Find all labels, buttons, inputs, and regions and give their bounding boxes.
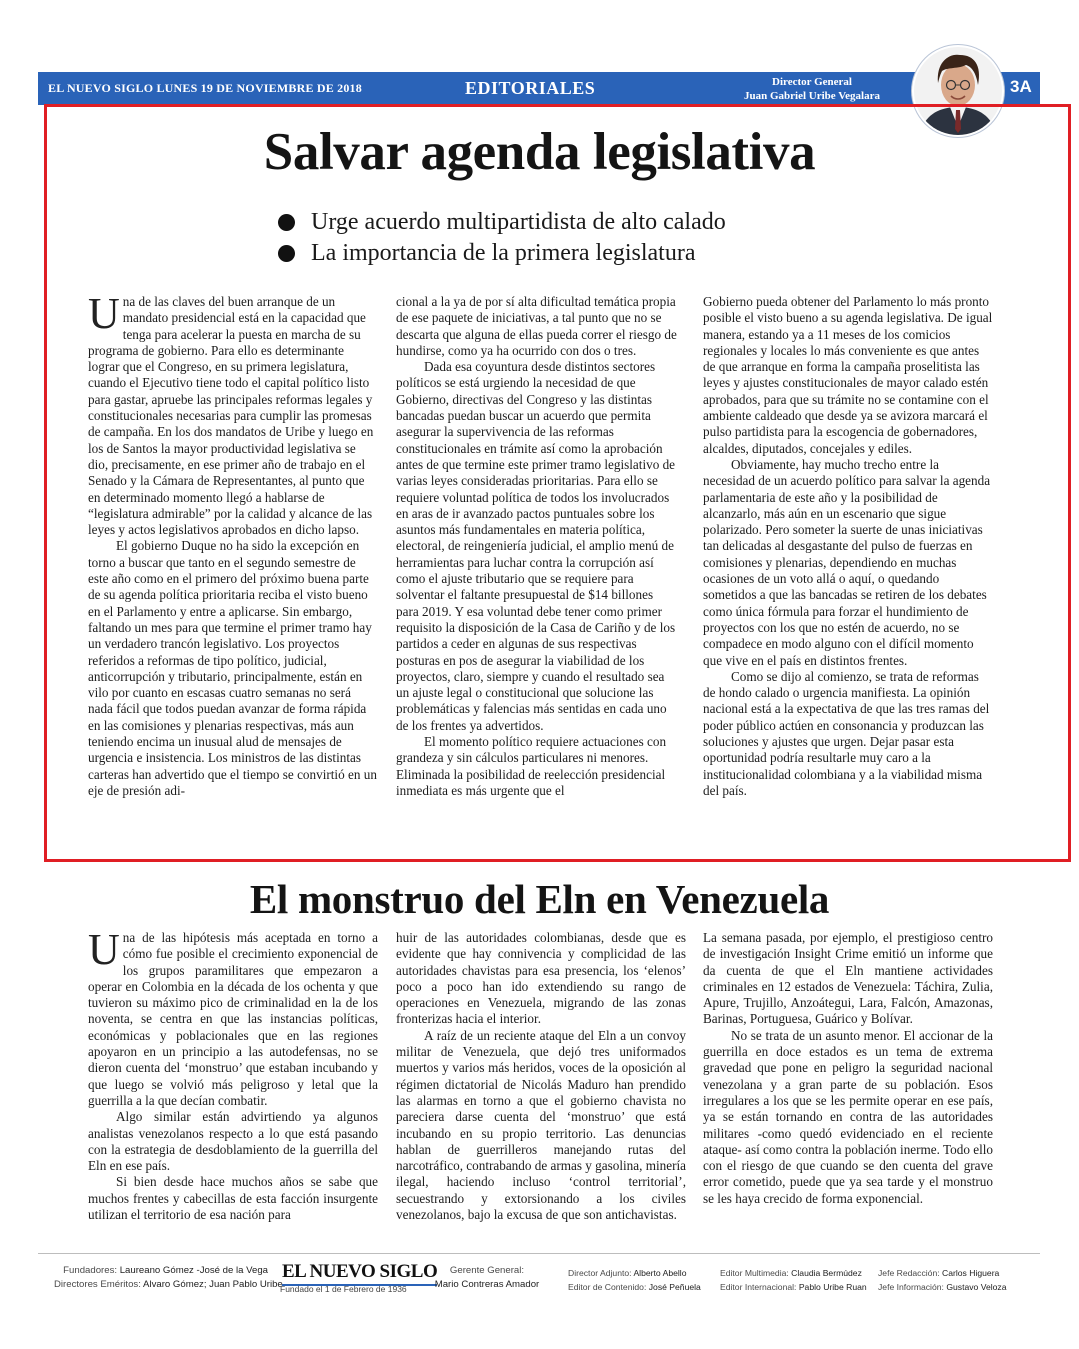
director-name: Juan Gabriel Uribe Vegalara [744,90,880,102]
paragraph: Dada esa coyuntura desde distintos sectores políticos se está urgiendo la necesidad de que Gobierno, directivas del Congreso y las distintas bancadas puedan buscar un acuerdo que permita asegurar la supervivencia de las reformas constitucionales en trámite así como la aprobación antes de que termine este primer tramo legislativo de varias leyes consideradas prioritarias. Para ello se requiere voluntad política de todos los involucrados en aras de ir avanzado pactos puntuales sobre los asuntos más fundamentales en materia política, electoral, de reingeniería judicial, el amplio menú de herramientas para luchar contra la corrupción así como el ajuste tributario que se requiere para solventar el faltante presupuestal de $14 billones para 2019. Y esa voluntad debe tener como primer requisito la disposición de la Casa de Cariño y de los partidos a ceder en algunas de sus respectivas posturas en pos de asegurar la viabilidad de los proyectos, claro, siempre y cuando el resultado sea un ajuste legal o constitucional que solucione las problemáticas y falencias más sentidas en cada uno de los frentes ya advertidos. [396,359,676,733]
second-editorial-column-1 [88,925,378,1223]
newspaper-logo: EL NUEVO SIGLO [282,1261,437,1286]
footer-divider [38,1253,1040,1254]
editorial-title: Salvar agenda legislativa [263,123,816,181]
paragraph: Como se dijo al comienzo, se trata de reformas de hondo calado o urgencia manifiesta. La opinión nacional está a la expectativa de que las tres ramas del poder público actúen en consonancia y produzcan las soluciones y ajustes que urgen. Dejar pasar esta oportunidad podría resultarle muy caro a la institucionalidad colombiana y a la viabilidad misma del país. [703,668,990,798]
drop-cap: U [88,289,120,338]
paragraph: na de las claves del buen arranque de un mandato presidencial está en la capacidad que tenga para acelerar la puesta en marcha de su programa de gobierno. Para ello es determinante lograr que el Congreso, en su primera legislatura, cuando el Ejecutivo tiene todo el capital político listo para gastar, apruebe las principales reformas legales y constitucionales necesarias para cumplir las promesas de campaña. En los dos mandatos de Uribe y luego en los de Santos la mayor productividad legislativa se dio, precisamente, en ese primer año de trabajo en el Senado y la Cámara de Representantes, al punto que en determinado momento llegó a hablarse de “legislatura admirable” por la calidad y alcance de las leyes y actos legislativos aprobados en dicho lapso. [88,294,374,538]
second-editorial-title: El monstruo del Eln en Venezuela [249,876,830,922]
editorial-column-3 [703,294,993,799]
editor-credits [720,1266,867,1294]
content-editor-label: Editor de Contenido: [568,1282,647,1292]
second-editorial-column-2 [396,930,686,1223]
multimedia-label: Editor Multimedia: [720,1268,789,1278]
deputy-name: Alberto Abello [633,1268,687,1278]
paragraph: Gobierno pueda obtener del Parlamento lo más pronto posible el visto bueno a su agenda legislativa. De igual manera, estando ya a 11 meses de los comicios regionales y locales lo más conveniente es que antes de que arranque en forma la campaña proselitista las leyes y ajustes constitucionales de mayor calado estén aprobados, para que su trámite no se contamine con el ambiente caldeado que desde ya se avizora marcará el pulso partidista para la escogencia de gobernadores, alcaldes, diputados, concejales y ediles. [703,294,993,456]
newsroom-credits [878,1266,1007,1294]
paragraph: A raíz de un reciente ataque del Eln a un convoy militar de Venezuela, que dejó tres uniformados muertos y varios más heridos, voces de la oposición al régimen dictatorial de Nicolás Maduro han prendido las alarmas en torno a que el gobierno chavista no pareciera darse cuenta del ‘monstruo’ que está incubando en su propio territorio. Las denuncias hablan de guerrilleros manejando rutas del narcotráfico, contrabando de armas y gasolina, minería ilegal, haciendo incluso ‘control territorial’, secuestrando y extorsionando a los civiles venezolanos, bajo la excusa de que son antichavistas. [396,1027,687,1223]
founders-credits [54,1264,283,1292]
manager-credit [432,1264,542,1292]
bullet-dot-icon [278,214,295,231]
content-editor-name: José Peñuela [648,1282,701,1292]
subhead-text: La importancia de la primera legislatura [311,240,696,266]
international-label: Editor Internacional: [720,1282,797,1292]
deputy-label: Director Adjunto: [568,1268,632,1278]
newsroom-label: Jefe Redacción: [878,1268,940,1278]
manager-label: Gerente General: [449,1265,525,1276]
founded-date: Fundado el 1 de Febrero de 1936 [280,1284,407,1294]
subhead-item [278,207,726,238]
deputy-credits [568,1266,701,1294]
paragraph: Si bien desde hace muchos años se sabe que muchos frentes y cabecillas de esta facción insurgente utilizan el territorio de esa nación para [88,1174,378,1223]
manager-name: Mario Contreras Amador [434,1279,540,1290]
international-name: Pablo Uribe Ruan [798,1282,867,1292]
second-editorial-column-3 [703,930,993,1207]
information-name: Gustavo Veloza [946,1282,1007,1292]
bullet-dot-icon [278,245,295,262]
information-label: Jefe Información: [878,1282,944,1292]
founders-names: Laureano Gómez -José de la Vega [119,1265,268,1276]
paragraph: Obviamente, hay mucho trecho entre la necesidad de un acuerdo político para salvar la agenda parlamentaria de este año y la posibilidad de alcanzarlo, más aún en un escenario que sigue polarizado. Pero someter la suerte de unas iniciativas tan delicadas al desgastante del pulso de fuerzas en comisiones y plenarias, dependiendo en muchas ocasiones de un voto allá o aquí, o quedando sometidos a que las bancadas se retiren de los debates como única fórmula para forzar el hundimiento de proyectos con los que no estén de acuerdo, no se compadece en modo alguno con el difícil momento que vive en el país en distintos frentes. [703,456,991,668]
newsroom-name: Carlos Higuera [942,1268,1000,1278]
director-title: Director General [772,76,852,88]
subhead-text: Urge acuerdo multipartidista de alto calado [311,209,726,235]
paragraph: cional a la ya de por sí alta dificultad temática propia de ese paquete de iniciativas, a tal punto que no se descarta que alguna de ellas pueda correr el riesgo de hundirse, como ya ha ocurrido con dos o tres. [396,294,677,358]
editorial-subheads [278,207,726,269]
founders-label: Fundadores: [63,1265,118,1276]
paragraph: El gobierno Duque no ha sido la excepción en torno a buscar que tanto en el segundo semestre de este año como en el primero del próximo buena parte de su agenda política prioritaria reciba el visto bueno en el Parlamento y entre a aplicarse. Sin embargo, faltando un mes para que termine el primer tramo hay un verdadero trancón legislativo. Los proyectos referidos a reformas de tipo político, judicial, anticorrupción y tributario, principalmente, están en vilo por cuanto en escasas cuatro semanas no será nada fácil que todos puedan avanzar de forma rápida en las comisiones y plenarias respectivas, más aun teniendo encima un inusual alud de mensajes de urgencia e insistencia. Los ministros de las distintas carteras han advertido que el tiempo se convirtió en un eje de presión adi- [88,538,377,798]
paragraph: El momento político requiere actuaciones con grandeza y sin cálculos particulares ni menores. Eliminada la posibilidad de reelección presidencial inmediata es más urgente que el [396,734,667,798]
paragraph: La semana pasada, por ejemplo, el prestigioso centro de investigación Insight Crime emitió un informe que da cuenta de que el Eln mantiene actividades criminales en 12 estados de Venezuela: Táchira, Zulia, Apure, Trujillo, Anzoátegui, Lara, Falcón, Amazonas, Barinas, Portuguesa, Guárico y Bolívar. [703,930,993,1027]
director-credit [714,75,910,103]
emeritus-names: Alvaro Gómez; Juan Pablo Uribe [143,1279,283,1290]
section-title: EDITORIALES [465,78,596,98]
paragraph: huir de las autoridades colombianas, desde que es evidente que hay connivencia y complicidad de las autoridades chavistas para esa presencia, los ‘elenos’ poco a poco han ido extendiendo su rango de operaciones en Venezuela, migrando de las zonas fronterizas hacia el interior. [396,930,686,1027]
paper-date: EL NUEVO SIGLO LUNES 19 DE NOVIEMBRE DE 2018 [48,81,362,95]
subhead-item [278,238,726,269]
masthead-bar [38,72,1040,105]
emeritus-label: Directores Eméritos: [54,1279,141,1290]
multimedia-name: Claudia Bermúdez [791,1268,862,1278]
paragraph: No se trata de un asunto menor. El accionar de la guerrilla en doce estados es un tema de extrema gravedad que pone en peligro la seguridad nacional venezolana y a gran parte de su población. Esos irregulares a los que se les permite operar en ese país, ya se están tornando en contra de las autoridades militares -como quedó evidenciado en el reciente ataque- así como contra la población inerme. Todo ello con el riesgo de que cuando se den cuenta del grave error cometido, puede que ya sea tarde y el monstruo se les haya crecido de forma exponencial. [703,1027,993,1206]
editorial-column-2 [396,294,678,799]
editorial-column-1 [88,289,378,799]
paragraph: Algo similar están advirtiendo ya algunos analistas venezolanos respecto a lo que está pasando con la estrategia de desdoblamiento de la guerrilla del Eln en ese país. [88,1109,378,1174]
paragraph: na de las hipótesis más aceptada en torno a cómo fue posible el crecimiento exponencial de los grupos paramilitares que empezaron a operar en Colombia en la década de los ochenta y que tuvieron su máximo pico de criminalidad en la de los noventa, se centra en que las instancias políticas, económicas y poblacionales que en las regiones apoyaron en un principio a las autodefensas, no se dieron cuenta del ‘monstruo’ que estaban incubando y que luego se volvió más peligroso y letal que la guerrilla a la que decían combatir. [88,930,378,1108]
page-number: 3A [1010,77,1032,96]
drop-cap: U [88,925,120,974]
